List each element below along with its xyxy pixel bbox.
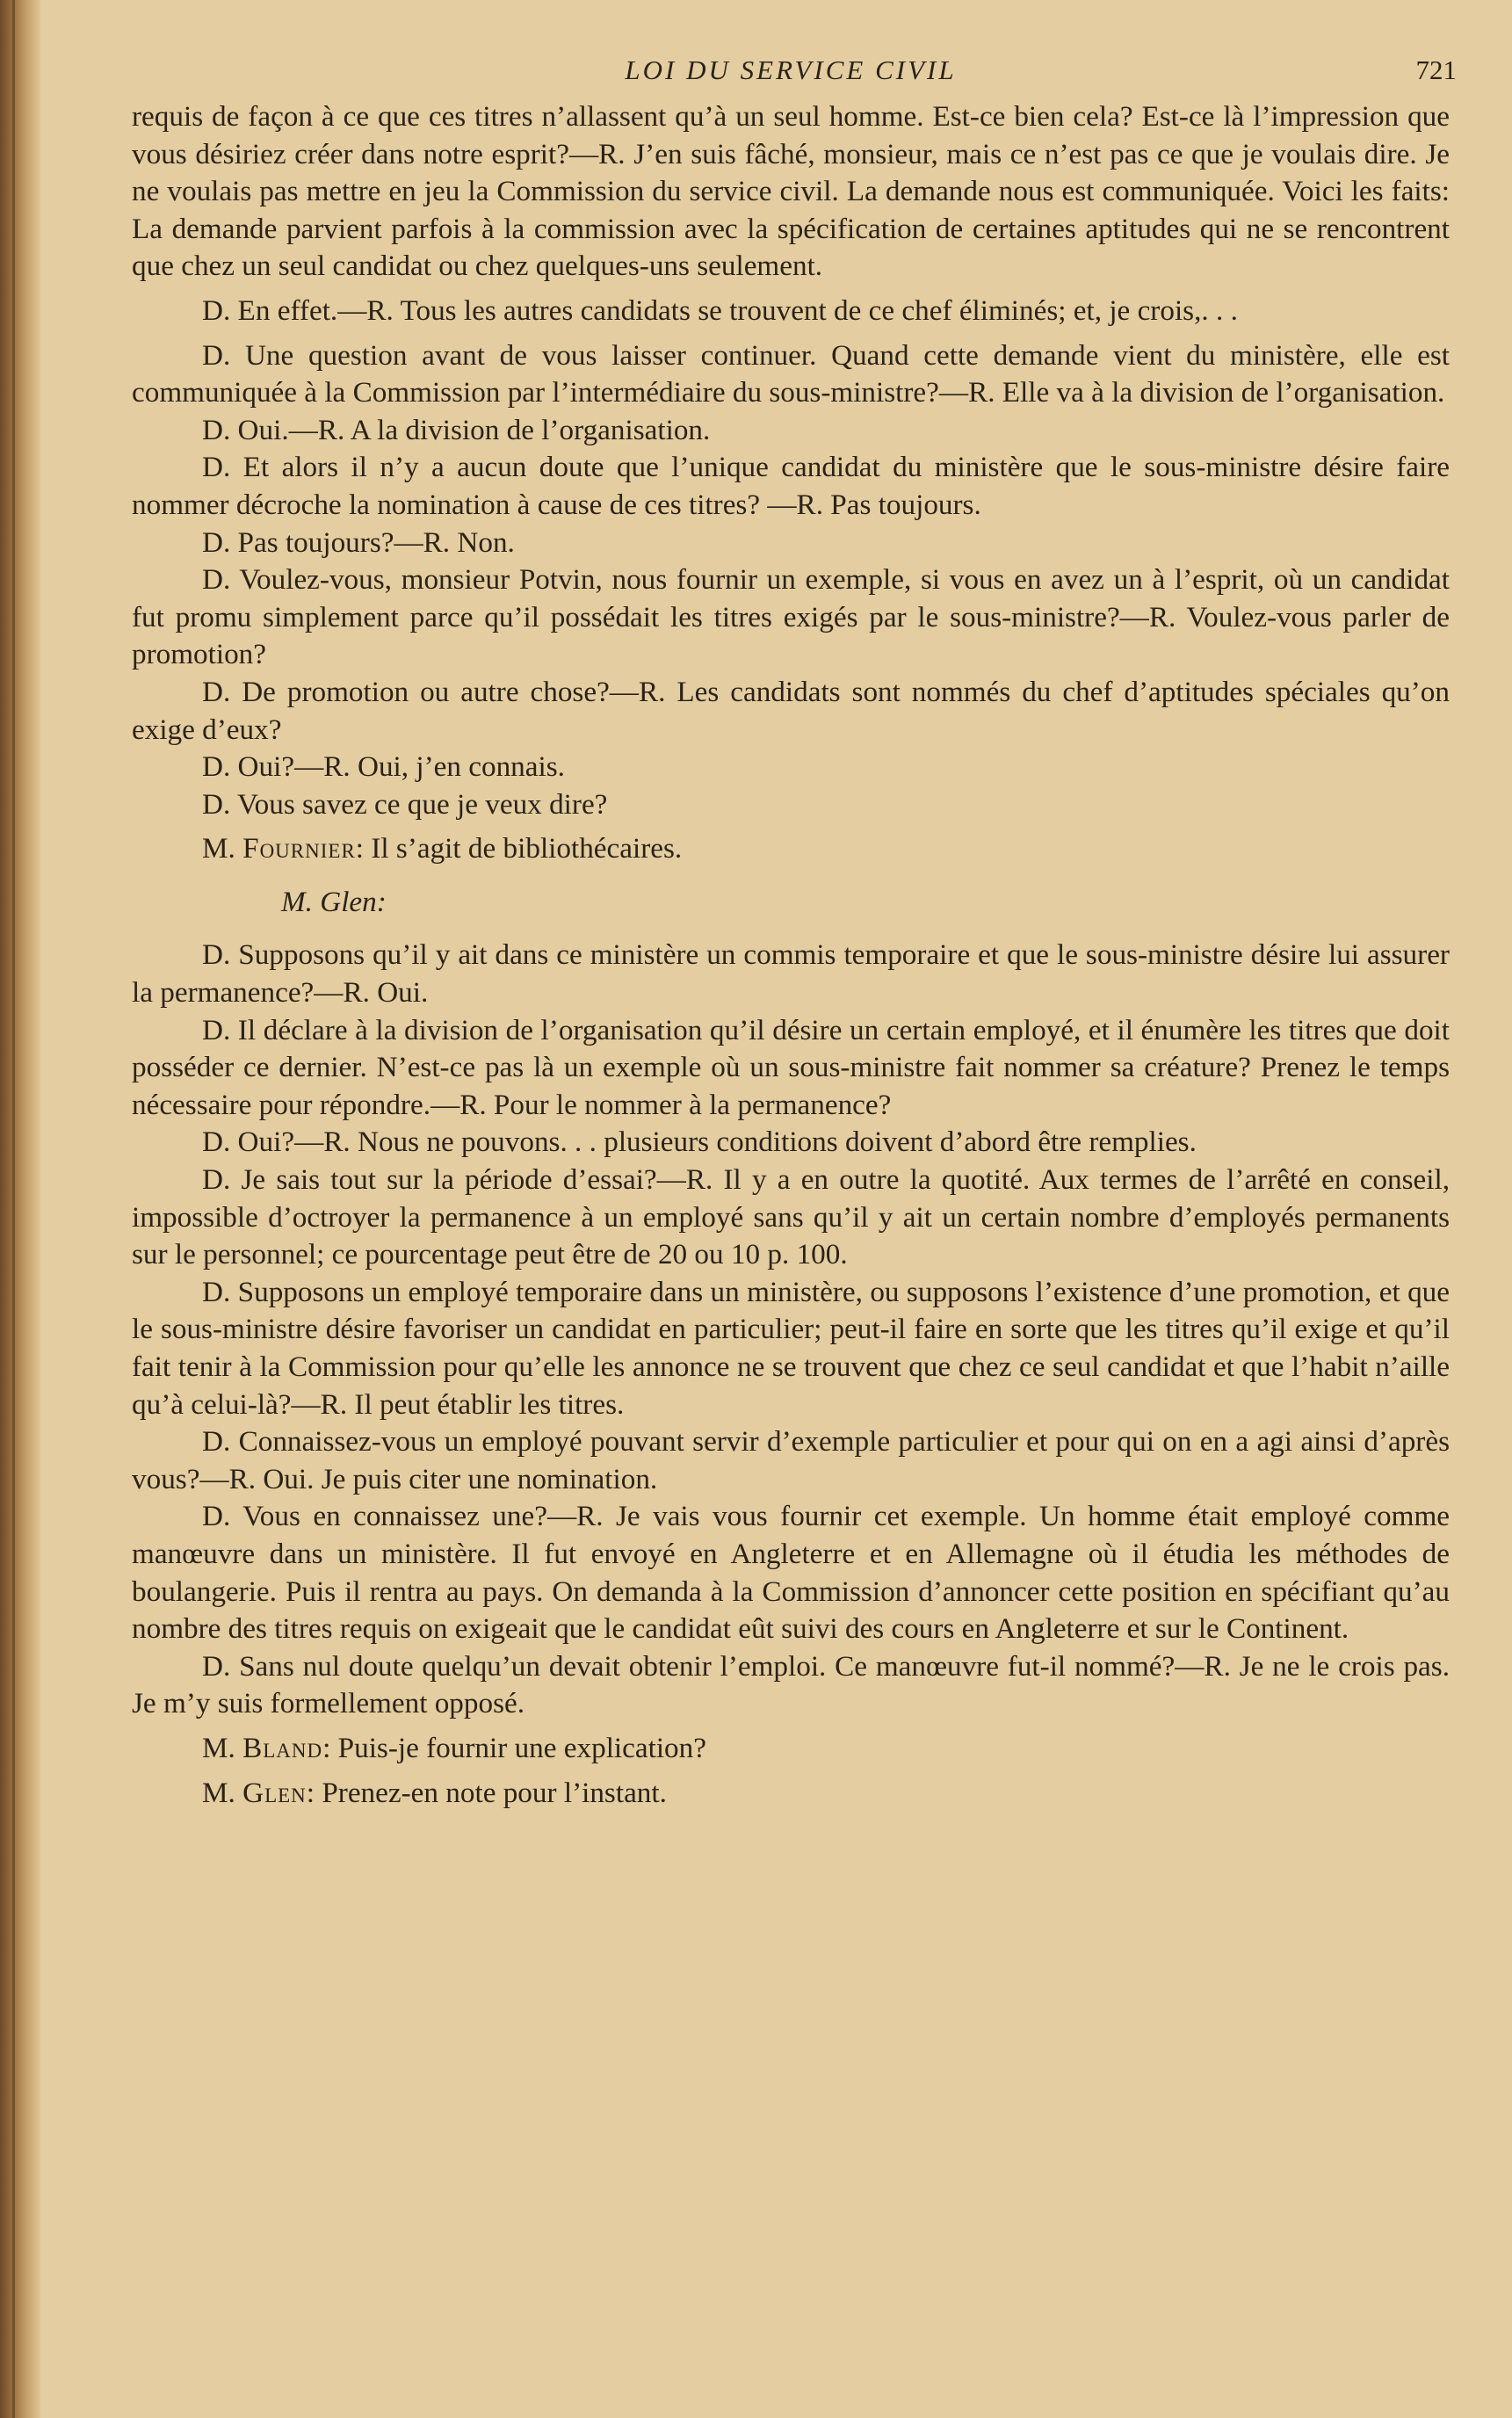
paragraph: D. Voulez-vous, monsieur Potvin, nous fournir un exemple, si vous en avez un à l’esprit, où un candidat fut promu simplement parce qu’il possédait les titres exigés par le sous-ministre?—R. Voulez-vous parler de promotion?	[132, 563, 1450, 671]
paragraph: D. En effet.—R. Tous les autres candidats se trouvent de ce chef éliminés; et, je crois,. . .	[202, 293, 1238, 327]
paragraph: D. Supposons qu’il y ait dans ce ministère un commis temporaire et que le sous-ministre désire lui assurer la permanence?—R. Oui.	[132, 938, 1450, 1010]
paragraph: D. Et alors il n’y a aucun doute que l’unique candidat du ministère que le sous-ministre désire faire nommer décroche la nomination à cause de ces titres? —R. Pas toujours.	[132, 451, 1450, 521]
paragraph: D. Je sais tout sur la période d’essai?—R. Il y a en outre la quotité. Aux termes de l’arrêté en conseil, impossible d’octroyer la permanence à un employé sans qu’il y ait un certain nombre d’employés permanents sur le personnel; ce pourcentage peut être de 20 ou 10 p. 100.	[132, 1163, 1450, 1271]
binding-edge	[12, 0, 15, 2418]
paragraph: D. Vous en connaissez une?—R. Je vais vous fournir cet exemple. Un homme était employé comme manœuvre dans un ministère. Il fut envoyé en Angleterre et en Allemagne où il étudia les méthodes de boulangerie. Puis il rentra au pays. On demanda à la Commission d’annoncer cette position en spécifiant qu’au nombre des titres requis on exigeait que le candidat eût suivi des cours en Angleterre et sur le Continent.	[132, 1500, 1450, 1646]
paragraph: D. Vous savez ce que je veux dire?	[202, 787, 608, 821]
book-binding-shadow	[0, 0, 40, 2418]
paragraph: D. Oui?—R. Nous ne pouvons. . . plusieurs conditions doivent d’abord être remplies.	[202, 1126, 1197, 1159]
speaker-name: Glen	[242, 1776, 307, 1809]
speaker-text: : Prenez-en note pour l’instant.	[306, 1776, 667, 1809]
paragraph: D. Oui?—R. Oui, j’en connais.	[202, 750, 565, 784]
speaker-text: : Il s’agit de bibliothécaires.	[355, 832, 683, 865]
speaker-text: : Puis-je fournir une explication?	[322, 1731, 706, 1764]
paragraph: D. Supposons un employé temporaire dans un ministère, ou supposons l’existence d’une promotion, et que le sous-ministre désire favoriser un candidat en particulier; peut-il faire en sorte que les titres qu’il exige et qu’il fait tenir à la Commission pour qu’elle les annonce ne se trouvent que chez ce seul candidat et que l’habit n’aille qu’à celui-là?—R. Il peut établir les titres.	[132, 1275, 1450, 1421]
speaker-prefix: M.	[202, 832, 243, 865]
speaker-line-glen	[132, 1775, 1450, 1813]
paragraph: D. Une question avant de vous laisser continuer. Quand cette demande vient du ministère, elle est communiquée à la Commission par l’intermédiaire du sous-ministre?—R. Elle va à la division de l’organisation.	[132, 338, 1450, 409]
page-number: 721	[1415, 54, 1457, 85]
speaker-prefix: M.	[202, 1776, 243, 1809]
paragraph: D. De promotion ou autre chose?—R. Les candidats sont nommés du chef d’aptitudes spéciales qu’on exige d’eux?	[132, 675, 1450, 746]
paragraph: D. Oui.—R. A la division de l’organisation.	[202, 413, 711, 446]
paragraph: requis de façon à ce que ces titres n’allassent qu’à un seul homme. Est-ce bien cela? Est-ce là l’impression que vous désiriez créer dans notre esprit?—R. J’en suis fâché, monsieur, mais ce n’est pas ce que je voulais dire. Je ne voulais pas mettre en jeu la Commission du service civil. La demande nous est communiquée. Voici les faits: La demande parvient parfois à la commission avec la spécification de certaines aptitudes qui ne se rencontrent que chez un seul candidat ou chez quelques-uns seulement.	[132, 100, 1450, 283]
running-head	[132, 49, 1457, 98]
paragraph: D. Pas toujours?—R. Non.	[202, 525, 515, 559]
paragraph: D. Sans nul doute quelqu’un devait obtenir l’emploi. Ce manœuvre fut-il nommé?—R. Je ne le crois pas. Je m’y suis formellement opposé.	[132, 1649, 1450, 1720]
book-page	[132, 49, 1457, 1812]
paragraph: D. Connaissez-vous un employé pouvant servir d’exemple particulier et pour qui on en a agi ainsi d’après vous?—R. Oui. Je puis citer une nomination.	[132, 1425, 1450, 1495]
section-speaker: M. Glen:	[281, 885, 387, 918]
running-title: LOI DU SERVICE CIVIL	[625, 54, 957, 85]
speaker-prefix: M.	[202, 1731, 243, 1764]
paragraph: D. Il déclare à la division de l’organisation qu’il désire un certain employé, et il énumère les titres que doit posséder ce dernier. N’est-ce pas là un exemple où un sous-ministre fait nommer sa créature? Prenez le temps nécessaire pour répondre.—R. Pour le nommer à la permanence?	[132, 1013, 1450, 1121]
speaker-line-fournier	[132, 830, 1450, 868]
speaker-name: Fournier	[242, 832, 356, 865]
speaker-name: Bland	[242, 1731, 323, 1764]
body-text	[132, 98, 1450, 1812]
speaker-line-bland	[132, 1730, 1450, 1768]
